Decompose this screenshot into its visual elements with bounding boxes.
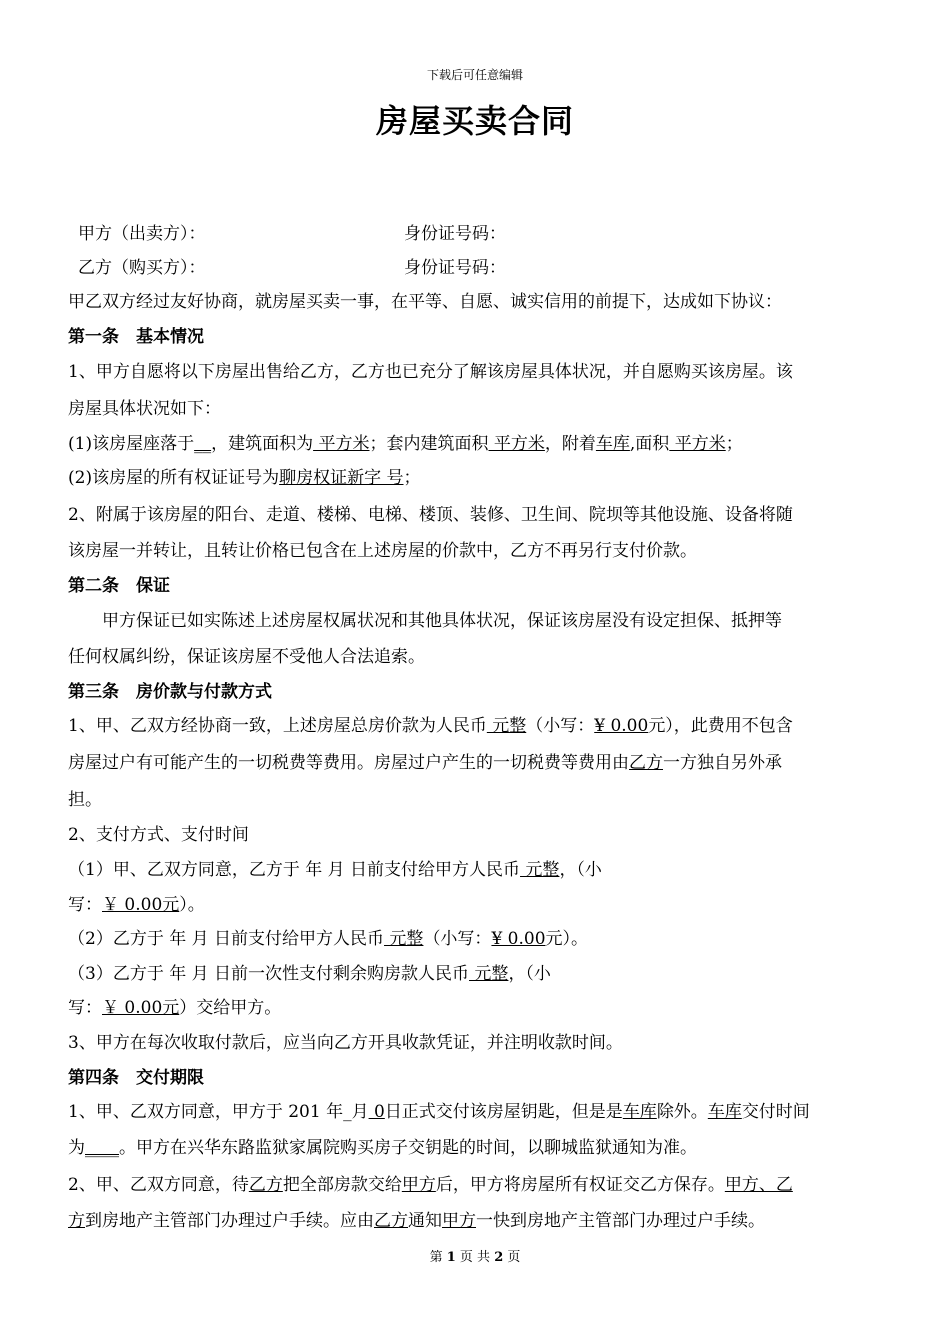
text: ，（小 — [508, 964, 551, 984]
article-4-title: 第四条 交付期限 — [68, 1068, 204, 1088]
art3-item1-line1 — [68, 858, 888, 882]
text: （3）乙方于 年 月 日前一次性支付剩余购房款人民币 — [68, 964, 470, 984]
art1-item2 — [68, 466, 888, 490]
page-footer — [0, 1246, 950, 1265]
header-note: 下载后可任意编辑 — [426, 68, 523, 82]
art3-item1-line2 — [68, 893, 888, 917]
page-number: 1 — [446, 1250, 456, 1265]
party-b-row — [0, 256, 950, 280]
blank-location: __ — [194, 434, 212, 454]
art4-p2-line1 — [68, 1173, 888, 1197]
text: ）。 — [179, 895, 205, 915]
footer-text: 页 — [503, 1250, 521, 1265]
art3-p1-line2 — [68, 751, 888, 775]
text: 除外。 — [656, 1102, 708, 1122]
blank-party: 乙方 — [248, 1175, 283, 1195]
article-3-title: 第三条 房价款与付款方式 — [68, 682, 272, 702]
blank-garage: 车库 — [595, 434, 630, 454]
blank-payment3-amount: ￥ 0.00元 — [102, 998, 180, 1018]
text: ）交给甲方。 — [179, 998, 282, 1018]
intro-paragraph: 甲乙双方经过友好协商，就房屋买卖一事，在平等、自愿、诚实信用的前提下，达成如下协议： — [68, 292, 782, 312]
text: (1)该房屋座落于 — [68, 434, 195, 454]
text: ，（小 — [559, 860, 602, 880]
text: （小写： — [526, 716, 595, 736]
blank-inner-area: 平方米 — [488, 434, 545, 454]
art2-line1: 甲方保证已如实陈述上述房屋权属状况和其他具体状况，保证该房屋没有设定担保、抵押等 — [68, 611, 782, 631]
text: 1、甲、乙双方同意，甲方于 201 年_月 — [68, 1102, 369, 1122]
art4-p2-line2 — [68, 1209, 888, 1233]
art3-item2 — [68, 927, 888, 951]
text: 1、甲、乙双方经协商一致，上述房屋总房价款为人民币 — [68, 716, 487, 736]
text: ； — [403, 468, 421, 488]
blank-party: 乙方 — [374, 1211, 408, 1231]
blank-payment1-amount: ￥ 0.00元 — [102, 895, 180, 915]
blank-garage: 车库 — [622, 1102, 657, 1122]
text: （2）乙方于 年 月 日前支付给甲方人民币 — [68, 929, 385, 949]
blank-tax-payer: 乙方 — [629, 753, 663, 773]
blank-garage-time: ____ — [85, 1138, 119, 1158]
document-title: 房屋买卖合同 — [375, 102, 574, 140]
party-a-id-label: 身份证号码： — [404, 224, 506, 244]
text: 房屋过户有可能产生的一切税费等费用。房屋过户产生的一切税费等费用由 — [68, 753, 629, 773]
text: （1）甲、乙双方同意，乙方于 年 月 日前支付给甲方人民币 — [68, 860, 521, 880]
text: 写： — [68, 895, 102, 915]
art2-line2: 任何权属纠纷，保证该房屋不受他人合法追索。 — [68, 647, 425, 667]
blank-payment2-amount: ¥ 0.00 — [491, 929, 546, 949]
text: ，建筑面积为 — [211, 434, 314, 454]
blank-payment3: 元整 — [469, 964, 509, 984]
text: 交付时间 — [741, 1102, 810, 1122]
text: 日正式交付该房屋钥匙，但是是 — [384, 1102, 623, 1122]
blank-area: 平方米 — [313, 434, 370, 454]
art3-p2: 2、支付方式、支付时间 — [68, 825, 249, 845]
text: ,面积 — [629, 434, 670, 454]
party-a-label: 甲方（出卖方）： — [78, 224, 206, 244]
art4-p1-line1 — [68, 1100, 888, 1124]
text: 为 — [68, 1138, 85, 1158]
text: 元），此费用不包含 — [648, 716, 793, 736]
blank-party: 甲方 — [442, 1211, 476, 1231]
blank-garage-area: 平方米 — [669, 434, 726, 454]
blank-parties: 方 — [68, 1211, 85, 1231]
text: 后，甲方将房屋所有权证交乙方保存。 — [435, 1175, 725, 1195]
text: ； — [725, 434, 743, 454]
footer-text: 第 — [429, 1250, 447, 1265]
text: 通知 — [408, 1211, 442, 1231]
blank-parties: 甲方、乙 — [724, 1175, 793, 1195]
text: ；套内建筑面积 — [369, 434, 489, 454]
art1-item1 — [68, 432, 888, 456]
blank-day: 0 — [368, 1102, 385, 1122]
art3-p1-line3: 担。 — [68, 790, 102, 810]
party-b-label: 乙方（购买方）： — [78, 258, 206, 278]
party-b-id-label: 身份证号码： — [404, 258, 506, 278]
art1-p2-line1: 2、附属于该房屋的阳台、走道、楼梯、电梯、楼顶、装修、卫生间、院坝等其他设施、设备将随 — [68, 505, 793, 525]
article-2-title: 第二条 保证 — [68, 576, 170, 596]
article-1-title: 第一条 基本情况 — [68, 327, 204, 347]
party-a-row — [0, 222, 950, 246]
art4-p1-line2 — [68, 1136, 888, 1160]
art3-p3: 3、甲方在每次收取付款后，应当向乙方开具收款凭证，并注明收款时间。 — [68, 1033, 623, 1053]
text: 。甲方在兴华东路监狱家属院购买房子交钥匙的时间，以聊城监狱通知为准。 — [119, 1138, 697, 1158]
blank-party: 甲方 — [401, 1175, 436, 1195]
text: 一快到房地产主管部门办理过户手续。 — [476, 1211, 765, 1231]
footer-text: 页 共 — [455, 1250, 495, 1265]
page-total: 2 — [494, 1250, 504, 1265]
text: ，附着 — [544, 434, 596, 454]
blank-payment1: 元整 — [520, 860, 560, 880]
art3-item3-line2 — [68, 996, 888, 1020]
text: 元）。 — [545, 929, 589, 949]
blank-garage: 车库 — [707, 1102, 742, 1122]
art3-p1-line1 — [68, 714, 888, 738]
text: (2)该房屋的所有权证证号为 — [68, 468, 280, 488]
art3-item3-line1 — [68, 962, 888, 986]
art1-p1-line2: 房屋具体状况如下： — [68, 399, 221, 419]
blank-total-amount: ¥ 0.00 — [594, 716, 649, 736]
text: 把全部房款交给 — [282, 1175, 402, 1195]
blank-cert-number: 聊房权证新字 号 — [279, 468, 404, 488]
text: 一方独自另外承 — [663, 753, 782, 773]
art1-p1-line1: 1、甲方自愿将以下房屋出售给乙方，乙方也已充分了解该房屋具体状况，并自愿购买该房屋。该 — [68, 362, 793, 382]
text: 2、甲、乙双方同意，待 — [68, 1175, 249, 1195]
blank-payment2: 元整 — [384, 929, 424, 949]
text: （小写： — [423, 929, 492, 949]
text: 写： — [68, 998, 102, 1018]
blank-total-price: 元整 — [486, 716, 527, 736]
art1-p2-line2: 该房屋一并转让，且转让价格已包含在上述房屋的价款中，乙方不再另行支付价款。 — [68, 541, 697, 561]
text: 到房地产主管部门办理过户手续。应由 — [85, 1211, 374, 1231]
